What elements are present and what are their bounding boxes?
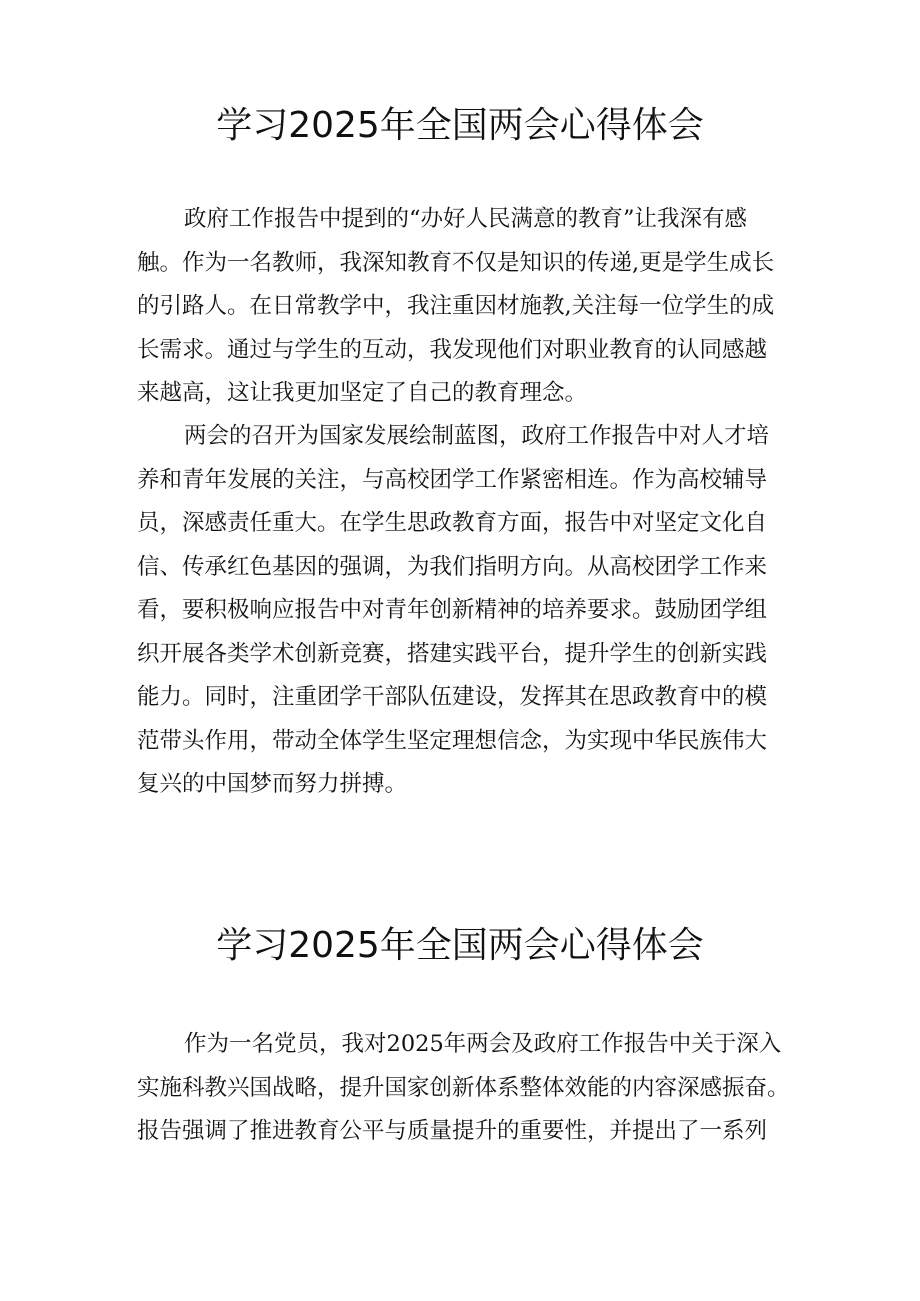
paragraph-line: 能力。同时，注重团学干部队伍建设，发挥其在思政教育中的模 bbox=[137, 684, 768, 710]
paragraph-line: 来越高，这让我更加坚定了自己的教育理念。 bbox=[137, 380, 588, 406]
paragraph-line: 两会的召开为国家发展绘制蓝图，政府工作报告中对人才培 bbox=[184, 423, 770, 449]
paragraph-line: 织开展各类学术创新竞赛，搭建实践平台，提升学生的创新实践 bbox=[137, 640, 768, 667]
paragraph-line: 报告强调了推进教育公平与质量提升的重要性，并提出了一系列 bbox=[137, 1118, 768, 1144]
paragraph-line: 看，要积极响应报告中对青年创新精神的培养要求。鼓励团学组 bbox=[137, 597, 768, 623]
paragraph-line: 信、传承红色基因的强调，为我们指明方向。从高校团学工作来 bbox=[137, 553, 768, 580]
paragraph bbox=[137, 198, 792, 416]
paragraph-line: 复兴的中国梦而努力拼搏。 bbox=[137, 771, 408, 797]
paragraph-line: 实施科教兴国战略，提升国家创新体系整体效能的内容深感振奋。 bbox=[137, 1074, 790, 1101]
paragraph-line: 范带头作用，带动全体学生坚定理想信念，为实现中华民族伟大 bbox=[137, 727, 768, 754]
document-title: 学习2025年全国两会心得体会 bbox=[216, 925, 704, 966]
paragraph-line: 触。作为一名教师，我深知教育不仅是知识的传递,更是学生成长 bbox=[137, 249, 775, 276]
document-title: 学习2025年全国两会心得体会 bbox=[216, 105, 704, 146]
paragraph-line: 养和青年发展的关注，与高校团学工作紧密相连。作为高校辅导 bbox=[137, 466, 768, 493]
paragraph-line: 的引路人。在日常教学中，我注重因材施教,关注每一位学生的成 bbox=[137, 293, 775, 319]
paragraph-line: 长需求。通过与学生的互动，我发现他们对职业教育的认同感越 bbox=[137, 336, 768, 363]
paragraph-line: 员，深感责任重大。在学生思政教育方面，报告中对坚定文化自 bbox=[137, 510, 768, 536]
paragraph bbox=[137, 415, 792, 807]
paragraph-line: 作为一名党员，我对2025年两会及政府工作报告中关于深入 bbox=[184, 1031, 782, 1057]
paragraph-line: 政府工作报告中提到的“办好人民满意的教育”让我深有感 bbox=[184, 206, 748, 232]
paragraph bbox=[137, 1023, 792, 1154]
